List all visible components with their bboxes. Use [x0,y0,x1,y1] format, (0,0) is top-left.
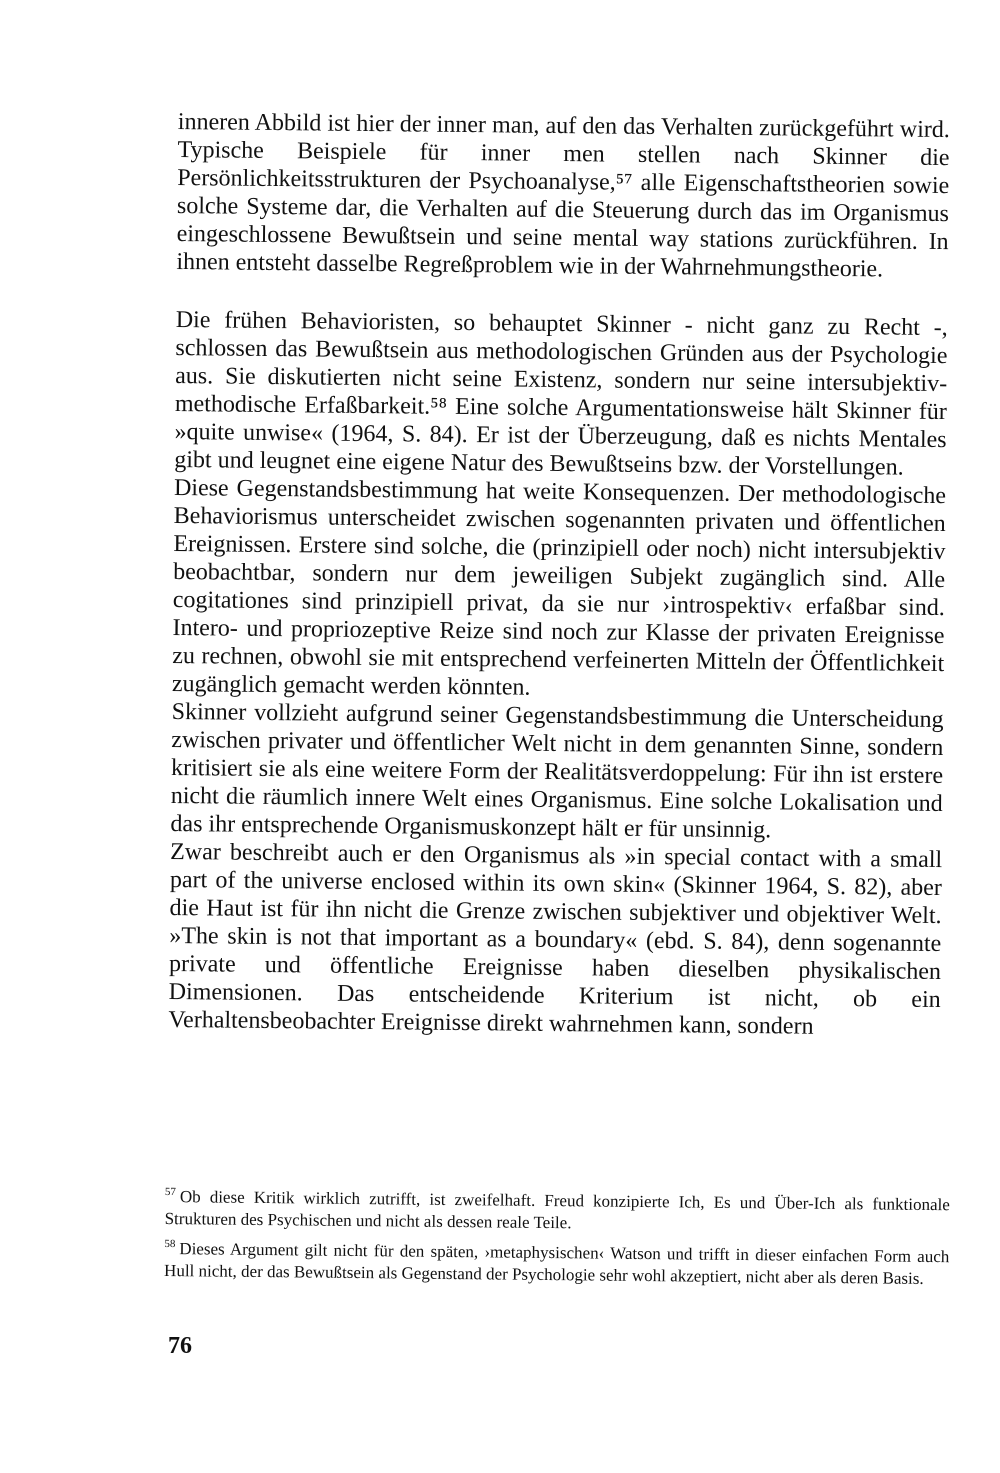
footnotes [164,1186,950,1298]
footnote-58 [164,1238,949,1290]
footnote-text: Ob diese Kritik wirklich zutrifft, ist zweifelhaft. Freud konzipierte Ich, Es und Über-Ich als funktionale Strukturen des Psychischen und nicht als dessen reale Teile. [164,1187,950,1233]
footnote-mark: 58 [164,1238,176,1251]
footnote-text: Dieses Argument gilt nicht für den späten, ›metaphysischen‹ Watson und trifft in dieser einfachen Form auch Hull nicht, der das Bewußtsein als Gegenstand der Psychologie sehr wohl akzeptiert, nicht aber als deren Basis. [164,1239,950,1288]
paragraph-2: Die frühen Behavioristen, so behauptet Skinner - nicht ganz zu Recht -, schlossen das Bewußtsein aus methodologischen Gründen aus der Psychologie aus. Sie diskutierten nicht seine Existenz, sondern nur seine intersubjektiv-methodische Erfaßbarkeit.⁵⁸ Eine solche Argumentationsweise hält Skinner für »quite unwise« (1964, S. 84). Er ist der Überzeugung, daß es nichts Mentales gibt und leugnet eine eigene Natur des Bewußtseins bzw. der Vorstellungen. [174,306,948,481]
paragraph-4: Skinner vollzieht aufgrund seiner Gegenstandsbestimmung die Unterscheidung zwischen privater und öffentlicher Welt nicht in dem genannten Sinne, sondern kritisiert sie als eine weitere Form der Realitätsverdoppelung: Für ihn ist erstere nicht die räumlich innere Welt eines Organismus. Eine solche Lokalisation und das ihr entsprechende Organismuskonzept hält er für unsinnig. [170,698,944,844]
paragraph-5: Zwar beschreibt auch er den Organismus als »in special contact with a small part of the universe enclosed within its own skin« (Skinner 1964, S. 82), aber die Haut ist für ihn nicht die Grenze zwischen subjektiver und objektiver Welt. »The skin is not that important as a boundary« (ebd. S. 84), denn sogenannte private und öffentliche Ereignisse haben dieselben physikalischen Dimensionen. Das entscheidende Kriterium ist nicht, ob ein Verhaltensbeobachter Ereignisse direkt wahrnehmen kann, sondern [168,838,943,1040]
paragraph-3: Diese Gegenstandsbestimmung hat weite Konsequenzen. Der methodologische Behaviorismus unterscheidet zwischen sogenannten privaten und öffentlichen Ereignissen. Erstere sind solche, die (prinzipiell oder noch) nicht intersubjektiv beobachtbar, sondern nur dem jeweiligen Subjekt zugänglich sind. Alle cogitationes sind prinzipiell privat, da sie nur ›introspektiv‹ erfaßbar sind. Intero- und propriozeptive Reize sind noch zur Klasse der privaten Ereignisse zu rechnen, obwohl sie mit entsprechend verfeinerten Mitteln der Öffentlichkeit zugänglich gemacht werden könnten. [171,474,947,701]
paragraph-1: inneren Abbild ist hier der inner man, auf den das Verhalten zurückgeführt wird. Typische Beispiele für inner men stellen nach Skinner die Persönlichkeitsstrukturen der Psychoanalyse,⁵⁷ alle Eigenschaftstheorien sowie solche Systeme dar, die Verhalten auf die Steuerung durch das im Organismus eingeschlossene Bewußtsein und seine mental way stations zurückführen. In ihnen entsteht dasselbe Regreßproblem wie in der Wahrnehmungstheorie. [176,108,950,283]
body-text [168,108,950,1042]
footnote-mark: 57 [164,1186,176,1199]
footnote-57 [165,1186,950,1238]
page-number: 76 [168,1333,192,1359]
